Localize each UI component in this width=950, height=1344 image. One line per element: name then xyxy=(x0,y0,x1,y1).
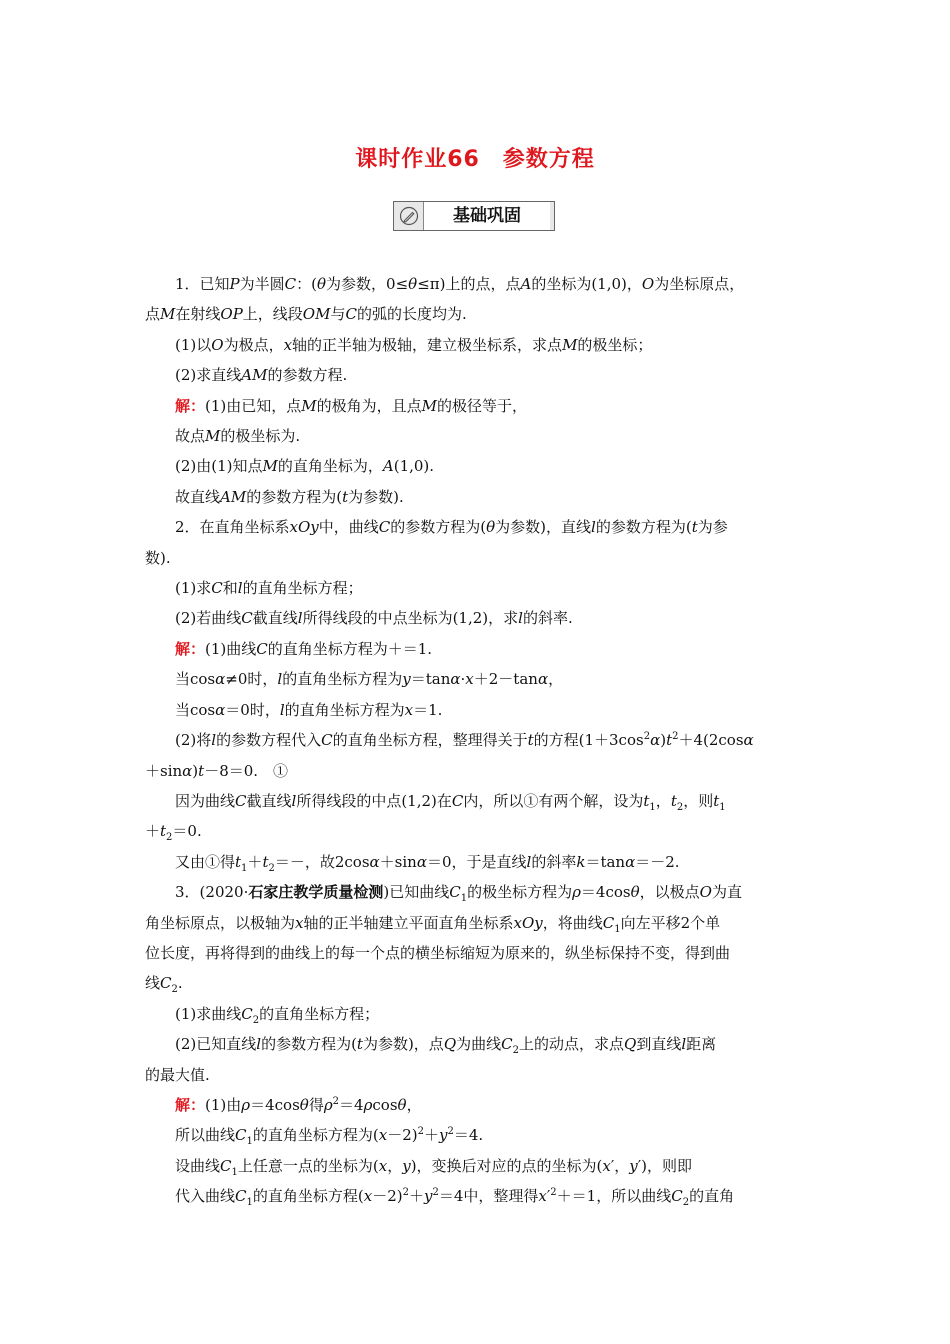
text-line: 位长度，再将得到的曲线上的每一个点的横坐标缩短为原来的，纵坐标保持不变，得到曲 xyxy=(145,943,731,962)
text-line: (1)以O为极点，x轴的正半轴为极轴，建立极坐标系，求点M的极坐标； xyxy=(175,335,653,354)
text-line: 3．(2020·石家庄教学质量检测)已知曲线$C_1$的极坐标方程为ρ＝4cosθ，以极点O为直 xyxy=(175,883,742,905)
text-line: 线$C_2$. xyxy=(145,974,183,996)
text-line: 设曲线$C_1$上任意一点的坐标为(x，y)，变换后对应的点的坐标为(x′，y′)，则即 xyxy=(175,1156,693,1178)
text-line: 点M在射线OP上，线段OM与C的弧的长度均为. xyxy=(145,305,467,324)
text-line: 当cosα＝0时，l的直角坐标方程为x＝1. xyxy=(175,700,443,719)
text-line: $+t_2=0$. xyxy=(145,822,202,844)
text-line: ＋sinα)t－8＝0. ① xyxy=(145,761,289,780)
page-title: 课时作业66 参数方程 xyxy=(355,147,595,172)
text-line: 数). xyxy=(145,548,171,567)
text-line: (1)求C和l的直角坐标方程； xyxy=(175,579,363,598)
text-line: 角坐标原点，以极轴为x轴的正半轴建立平面直角坐标系xOy，将曲线$C_1$向左平移2个单 xyxy=(145,913,721,935)
text-line: 解：(1)由已知，点M的极角为，且点M的极径等于， xyxy=(175,396,528,415)
text-line: 当cosα≠0时，l的直角坐标方程为y＝tanα·x＋2－tanα， xyxy=(175,670,564,689)
text-line: 故直线AM的参数方程为(t为参数). xyxy=(175,487,404,506)
text-line: 解：(1)由ρ＝4cosθ得$\rho^2=4\rho\cos\theta$， xyxy=(175,1095,422,1114)
text-line: 代入曲线$C_1$的直角坐标方程$(x-2)^2+y^2=4$中，整理得$x'^2+=1$，所以曲线$C_2$的直角 xyxy=(175,1187,735,1209)
text-line: 的最大值. xyxy=(145,1065,210,1084)
text-line: (1)求曲线$C_2$的直角坐标方程； xyxy=(175,1004,380,1026)
text-line: 因为曲线C截直线l所得线段的中点(1,2)在C内，所以①有两个解，设为$t_1$，$t_2$，则$t_1$ xyxy=(175,791,726,813)
text-line: (2)将l的参数方程代入C的直角坐标方程，整理得关于t的方程$(1+3\cos^2\alpha)t^2+4(2\cos\alpha$ xyxy=(175,731,754,750)
text-line: 又由①得$t_1+t_2=-$，故2cosα＋sinα＝0，于是直线l的斜率k＝tanα＝－2. xyxy=(175,852,680,874)
text-line: 1．已知P为半圆C：(θ为参数，0≤θ≤π)上的点，点A的坐标为(1,0)，O为坐标原点， xyxy=(175,275,745,293)
text-line: (2)由(1)知点M的直角坐标为，A(1,0). xyxy=(175,457,435,476)
text-line: 故点M的极坐标为. xyxy=(175,427,301,446)
text-line: (2)求直线AM的参数方程. xyxy=(175,366,348,385)
text-line: 所以曲线$C_1$的直角坐标方程为$(x-2)^2+y^2=4$. xyxy=(175,1126,484,1148)
document-body xyxy=(145,269,811,1212)
pencil-icon xyxy=(394,202,424,230)
text-line: (2)已知直线l的参数方程为(t为参数)，点Q为曲线$C_2$上的动点，求点Q到直线l距离 xyxy=(175,1035,717,1057)
section-label: 基础巩固 xyxy=(424,202,550,230)
section-header xyxy=(393,201,555,231)
text-line: 2．在直角坐标系xOy中，曲线C的参数方程为(θ为参数)，直线l的参数方程为(t为参 xyxy=(175,518,728,537)
text-line: (2)若曲线C截直线l所得线段的中点坐标为(1,2)，求l的斜率. xyxy=(175,609,573,628)
text-line: 解：(1)曲线C的直角坐标方程为＋＝1. xyxy=(175,639,433,658)
